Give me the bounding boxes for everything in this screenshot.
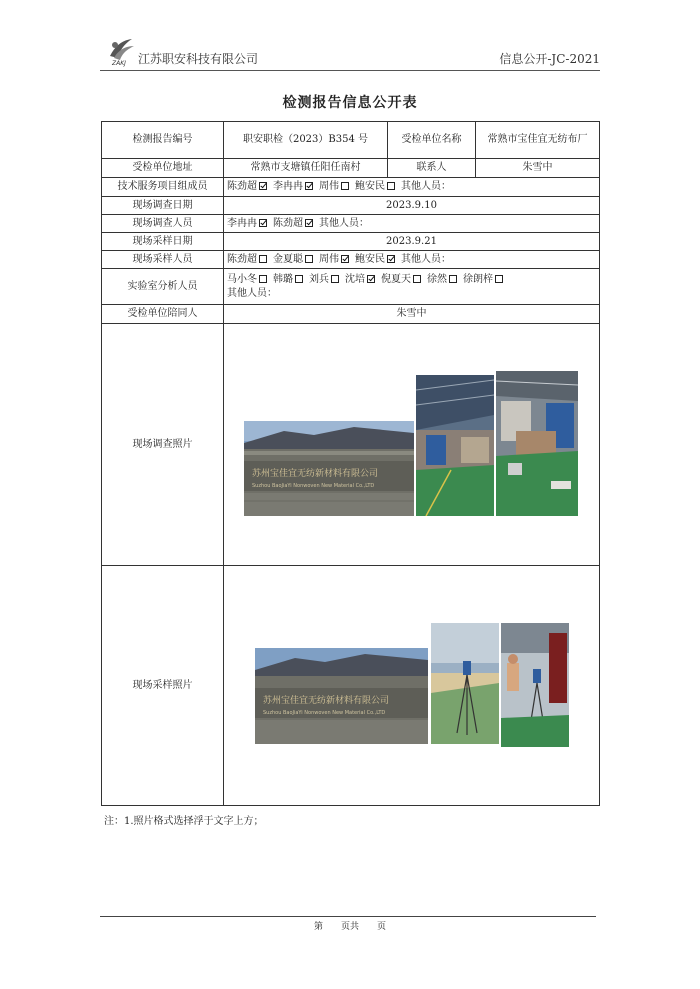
other-staff-label: 其他人员： [227, 287, 277, 299]
lab-label: 实验室分析人员 [102, 269, 224, 305]
person-name: 刘兵 [309, 273, 329, 285]
escort-label: 受检单位陪同人 [102, 305, 224, 324]
team-label: 技术服务项目组成员 [102, 178, 224, 197]
table-row [102, 122, 600, 159]
person-name: 韩璐 [273, 273, 293, 285]
table-row [102, 215, 600, 233]
gate-sign-text: 苏州宝佳宜无纺新材料有限公司 [252, 469, 379, 479]
checked-box-icon[interactable] [305, 219, 313, 227]
survey-photo-cell [224, 324, 600, 566]
workshop-photo-1-image [416, 375, 494, 516]
table-row [102, 159, 600, 178]
info-table [101, 121, 600, 806]
company-name: 江苏职安科技有限公司 [138, 52, 259, 66]
gate-sign-text-2: 苏州宝佳宜无纺新材料有限公司 [263, 696, 390, 706]
workshop-photo-2-image [496, 371, 578, 516]
person-name: 金夏聪 [273, 253, 303, 265]
table-row [102, 251, 600, 269]
person-name: 马小冬 [227, 273, 257, 285]
unchecked-box-icon[interactable] [259, 255, 267, 263]
unchecked-box-icon[interactable] [331, 275, 339, 283]
other-staff-label: 其他人员： [319, 217, 369, 229]
gate-photo-image [244, 421, 414, 516]
unit-name-value: 常熟市宝佳宜无纺布厂 [476, 122, 600, 159]
page-number: 第 页共 页 [313, 922, 386, 932]
contact-label: 联系人 [388, 159, 476, 178]
gate-sign-english-2: Suzhou BaoJiaYi Nonwoven New Material Co.,LTD [263, 710, 386, 716]
unchecked-box-icon[interactable] [259, 275, 267, 283]
footer-divider [100, 916, 596, 917]
address-value: 常熟市支塘镇任阳任南村 [224, 159, 388, 178]
gate-photo [244, 421, 414, 516]
workshop-photo-2 [496, 371, 578, 516]
survey-date-value: 2023.9.10 [224, 197, 600, 215]
table-row [102, 305, 600, 324]
checked-box-icon[interactable] [367, 275, 375, 283]
page-title: 检测报告信息公开表 [282, 95, 418, 111]
lab-list [224, 269, 600, 305]
team-list [224, 178, 600, 197]
person-name: 陈劲超 [227, 253, 257, 265]
sampling-date-label: 现场采样日期 [102, 233, 224, 251]
sampling-photo-1-image [431, 623, 499, 744]
table-row [102, 178, 600, 197]
document-number: 信息公开-JC-2021 [499, 52, 600, 66]
person-name: 鲍安民 [355, 253, 385, 265]
unchecked-box-icon[interactable] [413, 275, 421, 283]
person-name: 周伟 [319, 253, 339, 265]
sampling-date-value: 2023.9.21 [224, 233, 600, 251]
table-row [102, 269, 600, 305]
logo-text: ZAKJ [112, 60, 126, 67]
person-name: 周伟 [319, 181, 339, 192]
sampling-photo-2-image [501, 623, 569, 747]
person-name: 徐朗梓 [463, 273, 493, 285]
survey-photo-label: 现场调查照片 [102, 324, 224, 566]
page-header [100, 36, 600, 71]
person-name: 陈劲超 [227, 181, 257, 192]
unchecked-box-icon[interactable] [341, 182, 349, 190]
person-name: 陈劲超 [273, 217, 303, 229]
gate-photo-sampling-image [255, 648, 428, 744]
escort-value: 朱雪中 [224, 305, 600, 324]
checked-box-icon[interactable] [387, 255, 395, 263]
unchecked-box-icon[interactable] [387, 182, 395, 190]
surveyors-list [224, 215, 600, 233]
person-name: 徐然 [427, 273, 447, 285]
person-name: 李冉冉 [273, 181, 303, 192]
sampling-photo-1 [431, 623, 499, 744]
address-label: 受检单位地址 [102, 159, 224, 178]
sampling-photo-label: 现场采样照片 [102, 566, 224, 806]
person-name: 鲍安民 [355, 181, 385, 192]
unit-name-label: 受检单位名称 [388, 122, 476, 159]
survey-date-label: 现场调查日期 [102, 197, 224, 215]
other-staff-label: 其他人员： [401, 181, 451, 192]
person-name: 倪夏天 [381, 273, 411, 285]
gate-sign-english: Suzhou BaoJiaYi Nonwoven New Material Co.,LTD [252, 483, 375, 489]
samplers-label: 现场采样人员 [102, 251, 224, 269]
gate-photo-sampling [255, 648, 428, 744]
table-row [102, 324, 600, 566]
table-row [102, 197, 600, 215]
person-name: 沈培 [345, 273, 365, 285]
checked-box-icon[interactable] [305, 182, 313, 190]
samplers-list [224, 251, 600, 269]
person-name: 李冉冉 [227, 217, 257, 229]
contact-value: 朱雪中 [476, 159, 600, 178]
report-no-label: 检测报告编号 [102, 122, 224, 159]
report-no-value: 职安职检（2023）B354 号 [224, 122, 388, 159]
unchecked-box-icon[interactable] [495, 275, 503, 283]
table-row [102, 233, 600, 251]
sampling-photo-2 [501, 623, 569, 747]
other-staff-label: 其他人员： [401, 253, 451, 265]
sampling-photo-cell [224, 566, 600, 806]
surveyors-label: 现场调查人员 [102, 215, 224, 233]
workshop-photo-1 [416, 375, 494, 516]
unchecked-box-icon[interactable] [295, 275, 303, 283]
checked-box-icon[interactable] [259, 182, 267, 190]
unchecked-box-icon[interactable] [305, 255, 313, 263]
footnote: 注：1.照片格式选择浮于文字上方； [104, 816, 264, 827]
checked-box-icon[interactable] [341, 255, 349, 263]
checked-box-icon[interactable] [259, 219, 267, 227]
unchecked-box-icon[interactable] [449, 275, 457, 283]
table-row [102, 566, 600, 806]
